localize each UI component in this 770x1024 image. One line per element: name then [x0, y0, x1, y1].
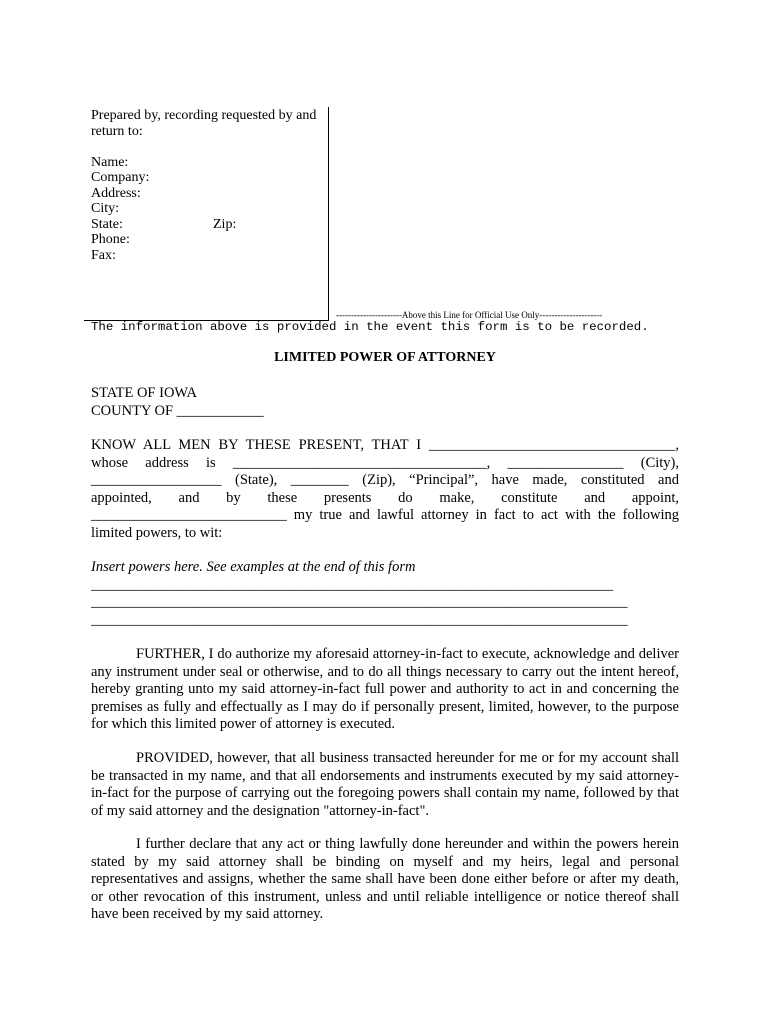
- declare-paragraph-container: [91, 836, 679, 924]
- recording-info-block: [91, 108, 323, 263]
- appointment-line-1: KNOW ALL MEN BY THESE PRESENT, THAT I __________________________________,: [91, 437, 679, 453]
- venue-block: [91, 385, 679, 420]
- recording-notice: The information above is provided in the event this form is to be recorded.: [91, 320, 649, 334]
- name-label: Name:: [91, 154, 129, 170]
- recording-box-vertical-rule: [328, 107, 329, 321]
- recording-heading-line2: return to:: [91, 123, 143, 139]
- official-use-line: ----------------------Above this Line for Official Use Only---------------------: [336, 310, 603, 320]
- provided-paragraph: PROVIDED, however, that all business transacted hereunder for me or for my account shall be transacted in my name, and that all endorsements and instruments executed by my said attorney-in-fact for the purpose of carrying out the foregoing powers shall contain my name, followed by that of my said attorney and the designation "attorney-in-fact".: [91, 750, 679, 819]
- powers-section: [91, 559, 679, 629]
- provided-paragraph-container: [91, 750, 679, 820]
- appointment-line-4: appointed, and by these presents do make, constitute and appoint,: [91, 489, 679, 506]
- powers-instruction: Insert powers here. See examples at the end of this form: [91, 559, 416, 575]
- zip-label: Zip:: [213, 216, 237, 232]
- appointment-line-5: ___________________________ my true and lawful attorney in fact to act with the following: [91, 507, 679, 523]
- address-label: Address:: [91, 185, 141, 201]
- phone-label: Phone:: [91, 232, 130, 247]
- further-paragraph-container: [91, 646, 679, 734]
- venue-county: COUNTY OF ____________: [91, 402, 264, 419]
- declare-paragraph: I further declare that any act or thing lawfully done hereunder and within the powers herein stated by my said attorney shall be binding on myself and my heirs, legal and personal representatives and assigns, whether the same shall have been done either before or after my death, or other revocation of this instrument, unless and until reliable intelligence or notice thereof shall have been received by my said attorney.: [91, 836, 679, 922]
- appointment-line-2: whose address is ___________________________________, ________________ (City),: [91, 454, 679, 471]
- fax-label: Fax:: [91, 247, 116, 263]
- appointment-line-3: __________________ (State), ________ (Zip), “Principal”, have made, constituted and: [91, 472, 679, 488]
- appointment-line-6: limited powers, to wit:: [91, 524, 223, 541]
- document-title: LIMITED POWER OF ATTORNEY: [274, 350, 496, 365]
- powers-blank-line-3: __________________________________________________________________________: [91, 611, 628, 628]
- spacer: [91, 139, 323, 155]
- company-label: Company:: [91, 170, 150, 185]
- state-zip-row: [91, 217, 323, 233]
- city-label: City:: [91, 201, 120, 216]
- state-label: State:: [91, 216, 123, 232]
- powers-blank-line-1: ________________________________________________________________________: [91, 576, 613, 593]
- venue-state: STATE OF IOWA: [91, 385, 197, 401]
- powers-blank-line-2: __________________________________________________________________________: [91, 594, 628, 610]
- appointment-paragraph: [91, 437, 679, 542]
- further-paragraph: FURTHER, I do authorize my aforesaid attorney-in-fact to execute, acknowledge and deliver any instrument under seal or otherwise, and to do all things necessary to carry out the intent hereof, hereby granting unto my said attorney-in-fact full power and authority to act in and concerning the premises as fully and effectually as I may do if personally present, limited, however, to the purpose for which this limited power of attorney is executed.: [91, 646, 679, 732]
- recording-heading-line1: Prepared by, recording requested by and: [91, 108, 317, 123]
